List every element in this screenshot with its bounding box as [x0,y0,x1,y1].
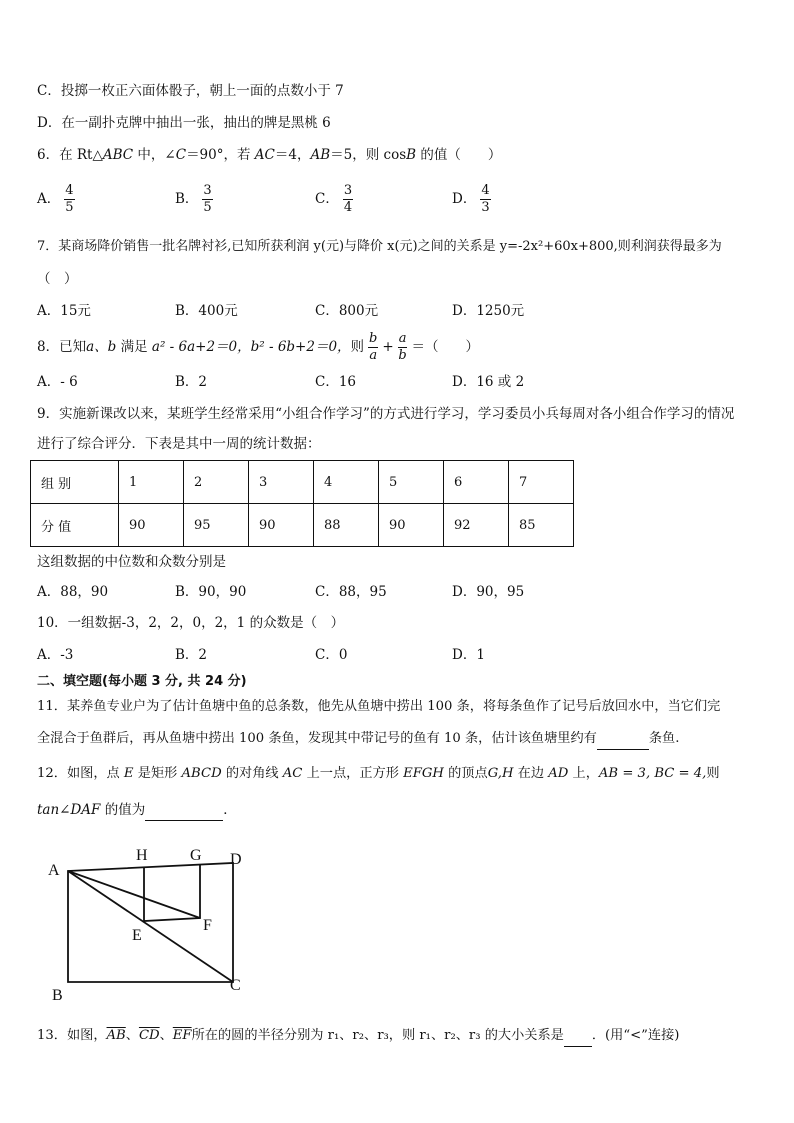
table-cell: 分 值 [31,504,119,547]
q11-line1: 11．某养鱼专业户为了估计鱼塘中鱼的总条数，他先从鱼塘中捞出 100 条，将每条鱼作了记号后放回水中，当它们完 [37,699,721,714]
q11-line2: 全混合于鱼群后，再从鱼塘中捞出 100 条鱼，发现其中带记号的鱼有 10 条，估计该鱼塘里约有 条鱼. [37,729,679,750]
segment-af [68,871,200,918]
label-a: A [48,862,60,879]
q12-line2: tan∠DAF 的值为 ． [37,800,237,821]
geometry-figure [40,840,260,1005]
table-cell: 85 [509,504,574,547]
q10-option-a: A．-3 [37,647,74,663]
q5-option-c: C．投掷一枚正六面体骰子，朝上一面的点数小于 7 [37,83,344,99]
q10-option-c: C．0 [315,647,348,663]
label-h: H [136,847,148,864]
q9-line2: 进行了综合评分．下表是其中一周的统计数据： [37,436,321,452]
answer-blank[interactable] [564,1026,592,1047]
label-d: D [230,851,242,868]
q7-option-a: A．15元 [37,303,91,319]
table-cell: 90 [249,504,314,547]
q7-option-c: C．800元 [315,303,379,319]
table-cell: 90 [119,504,184,547]
table-cell: 7 [509,461,574,504]
q8-option-c: C．16 [315,374,357,390]
table-cell: 组 别 [31,461,119,504]
table-cell: 95 [184,504,249,547]
section-heading: 二、填空题(每小题 3 分, 共 24 分) [37,674,247,689]
label-e: E [132,927,142,944]
q6-option-c: C． $\frac{3}{4}$ [315,183,353,215]
q6-option-a: A． $\frac{4}{5}$ [37,183,74,215]
q10-option-b: B．2 [175,647,208,663]
table-cell: 6 [444,461,509,504]
table-cell: 90 [379,504,444,547]
label-c: C [230,977,241,994]
label-b: B [52,987,63,1004]
label-f: F [203,917,212,934]
table-row [31,504,574,547]
q9-option-b: B．90，90 [175,584,247,600]
table-cell: 3 [249,461,314,504]
table-cell: 1 [119,461,184,504]
table-row [31,461,574,504]
q8-stem: 8．已知a、b 满足 a² - 6a+2＝0，b² - 6b+2＝0，则 $\frac{b}{a}$ + $\frac{a}{b}$ ＝（ ） [37,331,479,363]
table-cell: 2 [184,461,249,504]
q8-option-b: B．2 [175,374,208,390]
q9-option-d: D．90，95 [452,584,525,600]
q9-option-a: A．88，90 [37,584,109,600]
q9-option-c: C．88，95 [315,584,387,600]
q7-option-b: B．400元 [175,303,238,319]
table-cell: 92 [444,504,509,547]
q9-table [30,460,574,547]
q7-paren: （ ） [37,271,78,287]
q10-option-d: D．1 [452,647,485,663]
q5-option-d: D．在一副扑克牌中抽出一张，抽出的牌是黑桃 6 [37,115,331,131]
table-cell: 4 [314,461,379,504]
q13-stem: 13．如图，$\overline{AB}$、$\overline{CD}$、$\overline{EF}$所在的圆的半径分别为 r₁、r₂、r₃，则 r₁、r₂、r₃ 的大小关系是 ．(用“<”连接) [37,1026,679,1047]
q10-stem: 10．一组数据-3，2，2，0，2，1 的众数是（ ） [37,615,345,631]
q8-option-a: A．- 6 [37,374,78,390]
q9-line1: 9．实施新课改以来，某班学生经常采用“小组合作学习”的方式进行学习，学习委员小兵每周对各小组合作学习的情况 [37,406,735,422]
q6-option-b: B． $\frac{3}{5}$ [175,183,212,215]
q7-stem: 7．某商场降价销售一批名牌衬衫,已知所获利润 y(元)与降价 x(元)之间的关系是 y=-2x²+60x+800,则利润获得最多为 [37,239,722,254]
q8-option-d: D．16 或 2 [452,374,525,390]
answer-blank[interactable] [145,800,223,821]
square-efgh [144,865,200,921]
answer-blank[interactable] [597,729,649,750]
table-cell: 88 [314,504,379,547]
q9-after: 这组数据的中位数和众数分别是 [37,554,226,570]
table-cell: 5 [379,461,444,504]
q6-option-d: D． $\frac{4}{3}$ [452,183,490,215]
q12-line1: 12．如图，点 E 是矩形 ABCD 的对角线 AC 上一点，正方形 EFGH 的顶点G,H 在边 AD 上，AB = 3, BC = 4,则 [37,766,720,781]
label-g: G [190,847,202,864]
q7-option-d: D．1250元 [452,303,525,319]
q6-stem: 6．在 Rt△ABC 中，∠C＝90°，若 AC＝4，AB＝5，则 cosB 的值（ ） [37,147,502,163]
